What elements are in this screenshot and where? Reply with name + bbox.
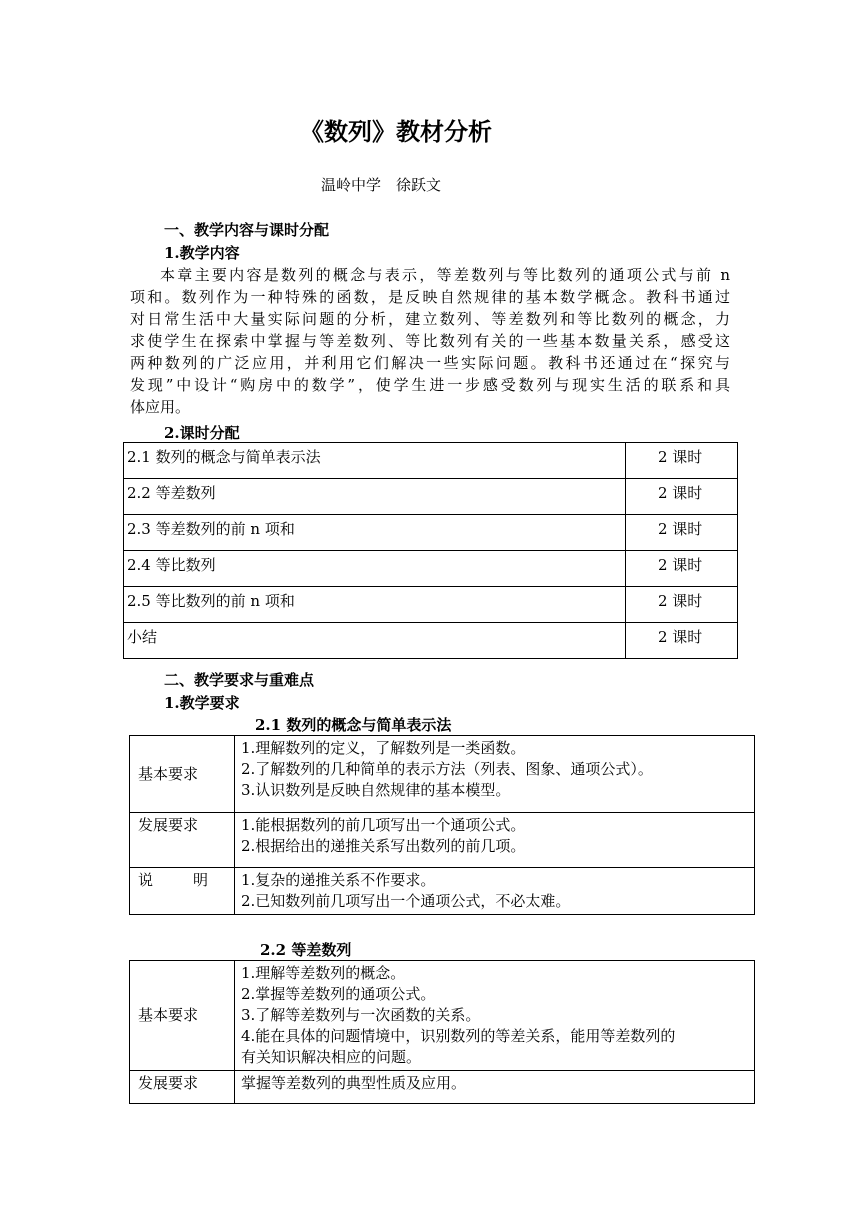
table22-caption: 2.2 等差数列	[260, 941, 352, 959]
section2-sub1: 1.教学要求	[164, 694, 240, 712]
label-cell: 发展要求	[130, 813, 235, 868]
requirement-line: 掌握等差数列的典型性质及应用。	[241, 1074, 467, 1092]
requirement-line: 3.认识数列是反映自然规律的基本模型。	[241, 781, 511, 799]
requirement-line: 2.已知数列前几项写出一个通项公式，不必太难。	[241, 892, 571, 910]
hours-cell: 2 课时	[626, 515, 738, 551]
table-row	[130, 813, 755, 868]
label-cell: 基本要求	[130, 961, 235, 1071]
paragraph-line: 发现”中设计“购房中的数学”，使学生进一步感受数列与现实生活的联系和具	[130, 376, 730, 394]
label-char: 明	[192, 871, 208, 889]
table21-caption: 2.1 数列的概念与简单表示法	[255, 716, 452, 734]
label-cell: 基本要求	[130, 736, 235, 813]
hours-cell: 2 课时	[626, 443, 738, 479]
author-line: 温岭中学 徐跃文	[321, 176, 442, 194]
topic-cell: 2.2 等差数列	[124, 479, 626, 515]
requirement-line: 2.根据给出的递推关系写出数列的前几项。	[241, 837, 526, 855]
label-spread	[138, 870, 208, 891]
requirement-line: 1.理解等差数列的概念。	[241, 964, 406, 982]
topic-cell: 2.3 等差数列的前 n 项和	[124, 515, 626, 551]
requirements-table-2-2	[129, 960, 755, 1104]
requirement-line: 1.理解数列的定义，了解数列是一类函数。	[241, 739, 526, 757]
paragraph-line: 本章主要内容是数列的概念与表示，等差数列与等比数列的通项公式与前 n	[160, 266, 730, 284]
content-paragraph	[130, 264, 730, 418]
table-row	[124, 587, 738, 623]
page-title: 《数列》教材分析	[300, 117, 492, 146]
table-row	[124, 479, 738, 515]
content-cell	[235, 813, 755, 868]
content-cell	[235, 1071, 755, 1104]
requirement-line: 2.掌握等差数列的通项公式。	[241, 985, 436, 1003]
paragraph-line: 体应用。	[130, 398, 191, 416]
section1-heading: 一、教学内容与课时分配	[164, 221, 330, 239]
requirement-line: 1.能根据数列的前几项写出一个通项公式。	[241, 816, 526, 834]
section1-sub1: 1.教学内容	[164, 244, 240, 262]
paragraph-line: 求使学生在探索中掌握与等差数列、等比数列有关的一些基本数量关系，感受这	[130, 332, 730, 350]
label-cell: 发展要求	[130, 1071, 235, 1104]
requirement-line: 3.了解等差数列与一次函数的关系。	[241, 1006, 481, 1024]
topic-cell: 2.4 等比数列	[124, 551, 626, 587]
requirement-line: 4.能在具体的问题情境中，识别数列的等差关系，能用等差数列的	[241, 1027, 676, 1045]
content-cell	[235, 736, 755, 813]
table-row	[130, 736, 755, 813]
content-cell	[235, 961, 755, 1071]
hours-cell: 2 课时	[626, 479, 738, 515]
requirement-line: 有关知识解决相应的问题。	[241, 1048, 422, 1066]
paragraph-line: 对日常生活中大量实际问题的分析，建立数列、等差数列和等比数列的概念，力	[130, 310, 730, 328]
content-cell	[235, 868, 755, 915]
schedule-table	[123, 442, 738, 659]
table-row	[130, 961, 755, 1071]
topic-cell: 小结	[124, 623, 626, 659]
table-row	[130, 868, 755, 915]
hours-cell: 2 课时	[626, 623, 738, 659]
section2-heading: 二、教学要求与重难点	[164, 671, 315, 689]
paragraph-line: 项和。数列作为一种特殊的函数，是反映自然规律的基本数学概念。教科书通过	[130, 288, 730, 306]
table-row	[124, 551, 738, 587]
paragraph-line: 两种数列的广泛应用，并利用它们解决一些实际问题。教科书还通过在“探究与	[130, 354, 730, 372]
topic-cell: 2.5 等比数列的前 n 项和	[124, 587, 626, 623]
requirement-line: 1.复杂的递推关系不作要求。	[241, 871, 436, 889]
requirements-table-2-1	[129, 735, 755, 915]
requirement-line: 2.了解数列的几种简单的表示方法（列表、图象、通项公式）。	[241, 760, 653, 778]
hours-cell: 2 课时	[626, 587, 738, 623]
hours-cell: 2 课时	[626, 551, 738, 587]
label-cell	[130, 868, 235, 915]
section1-sub2: 2.课时分配	[164, 424, 240, 442]
table-row	[124, 443, 738, 479]
topic-cell: 2.1 数列的概念与简单表示法	[124, 443, 626, 479]
table-row	[124, 623, 738, 659]
label-char: 说	[138, 871, 154, 889]
table-row	[130, 1071, 755, 1104]
table-row	[124, 515, 738, 551]
